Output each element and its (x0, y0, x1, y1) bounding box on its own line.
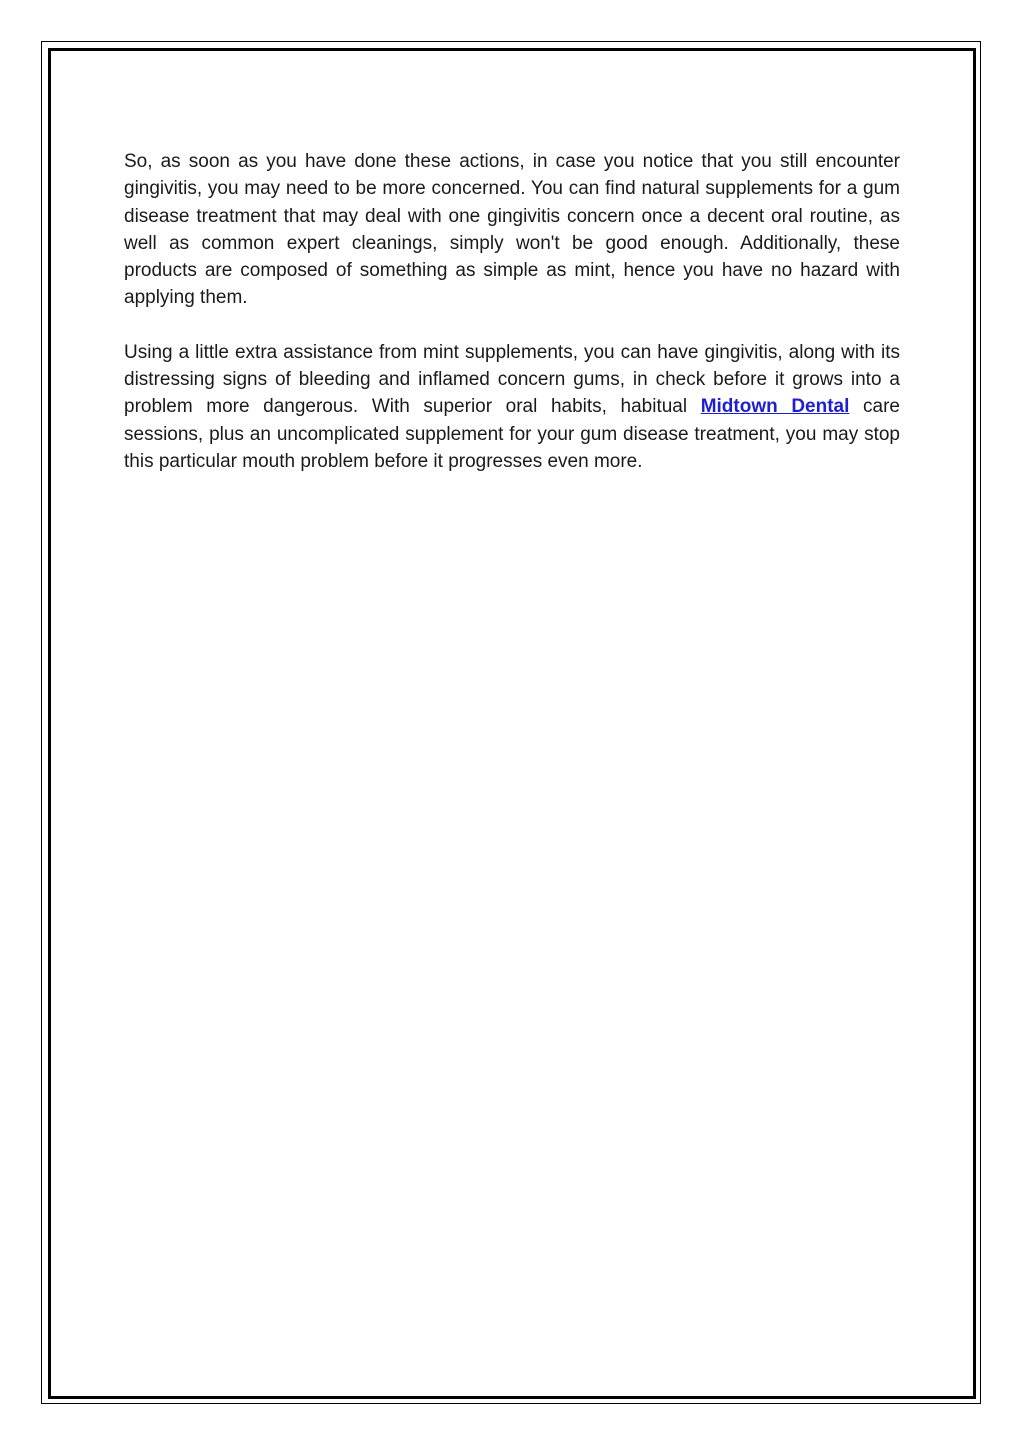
document-body (124, 148, 900, 502)
paragraph-1: So, as soon as you have done these actions, in case you notice that you still encounter gingivitis, you may need to be more concerned. You can find natural supplements for a gum disease treatment that may deal with one gingivitis concern once a decent oral routine, as well as common expert cleanings, simply won't be good enough. Additionally, these products are composed of something as simple as mint, hence you have no hazard with applying them. (124, 151, 900, 309)
paragraph-2 (124, 339, 900, 475)
paragraph-2-text-start: Using a little extra assistance from mint supplements, you can have gingivitis, along with its distressing signs of bleeding and inflamed concern gums, in check before it grows into a problem more dangerous. With superior oral habits, habitual (124, 341, 900, 418)
midtown-dental-link[interactable]: Midtown Dental (700, 396, 850, 418)
paragraph-2-text-end: care sessions, plus an uncomplicated supplement for your gum disease treatment, you may stop this particular mouth problem before it progresses even more. (124, 396, 900, 472)
